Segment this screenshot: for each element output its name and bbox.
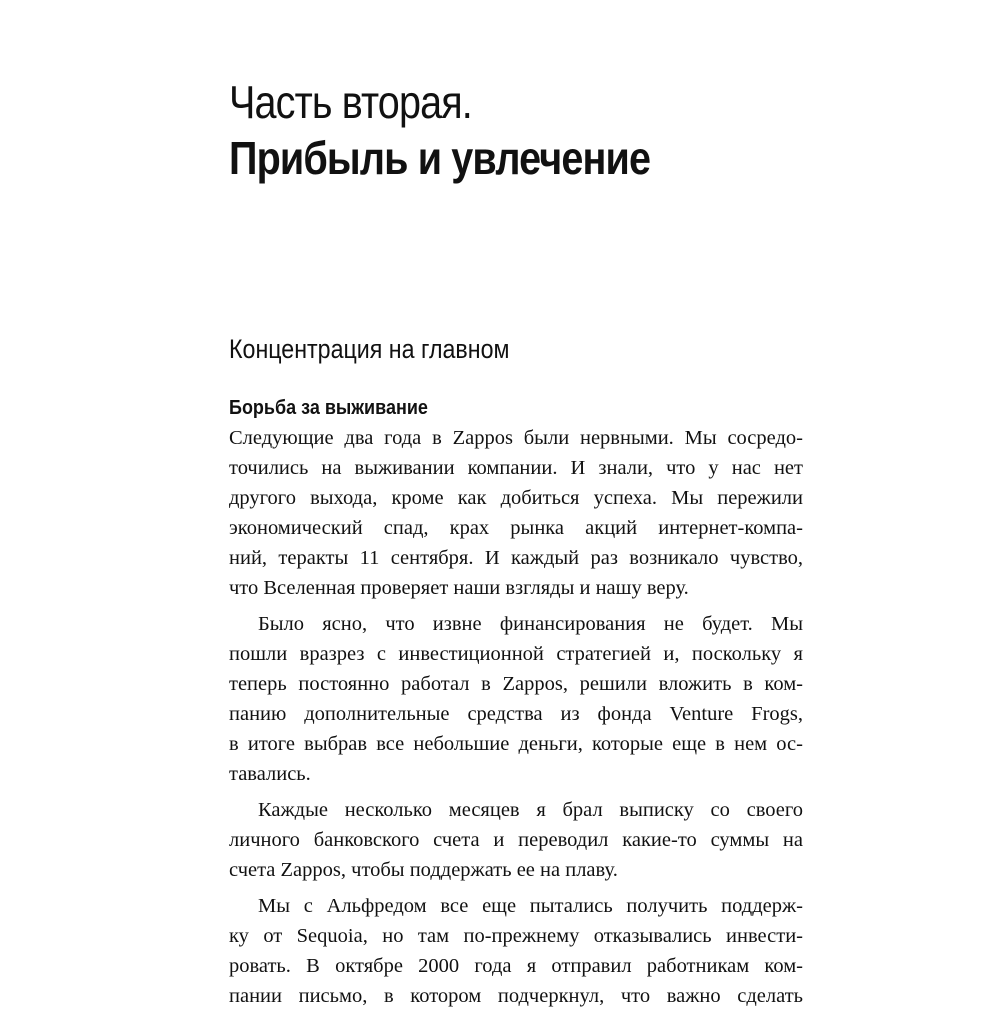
text-line: ний, теракты 11 сентября. И каждый раз возникало чувство,: [229, 547, 803, 569]
text-line: пошли вразрез с инвестиционной стратегией и, поскольку я: [229, 643, 803, 665]
text-line: пании письмо, в котором подчеркнул, что важно сделать: [229, 985, 803, 1007]
text-line: ровать. В октябре 2000 года я отправил работникам ком-: [229, 955, 803, 977]
text-line: точились на выживании компании. И знали, что у нас нет: [229, 457, 803, 479]
text-line: другого выхода, кроме как добиться успеха. Мы пережили: [229, 487, 803, 509]
text-line: что Вселенная проверяет наши взгляды и нашу веру.: [229, 577, 689, 599]
paragraph-2: [229, 609, 803, 789]
part-title-line-1: Часть вторая.: [229, 76, 472, 128]
text-line: экономический спад, крах рынка акций интернет-компа-: [229, 517, 803, 539]
text-line: тавались.: [229, 763, 311, 785]
text-line: личного банковского счета и переводил какие-то суммы на: [229, 829, 803, 851]
paragraph-1: [229, 423, 803, 603]
text-line: Мы с Альфредом все еще пытались получить поддерж-: [258, 895, 803, 917]
text-line: Следующие два года в Zappos были нервными. Мы сосредо-: [229, 427, 803, 449]
text-line: счета Zappos, чтобы поддержать ее на плаву.: [229, 859, 618, 881]
text-line: теперь постоянно работал в Zappos, решили вложить в ком-: [229, 673, 803, 695]
section-title: Борьба за выживание: [229, 397, 428, 419]
text-line: Было ясно, что извне финансирования не будет. Мы: [258, 613, 803, 635]
text-line: панию дополнительные средства из фонда Venture Frogs,: [229, 703, 803, 725]
text-line: в итоге выбрав все небольшие деньги, которые еще в нем ос-: [229, 733, 803, 755]
chapter-title: Концентрация на главном: [229, 334, 510, 364]
text-line: ку от Sequoia, но там по-прежнему отказывались инвести-: [229, 925, 803, 947]
text-line: Каждые несколько месяцев я брал выписку со своего: [258, 799, 803, 821]
body-text: [229, 423, 803, 1011]
part-title-line-2: Прибыль и увлечение: [229, 132, 651, 184]
part-title: [229, 74, 779, 186]
paragraph-3: [229, 795, 803, 885]
paragraph-4: [229, 891, 803, 1011]
